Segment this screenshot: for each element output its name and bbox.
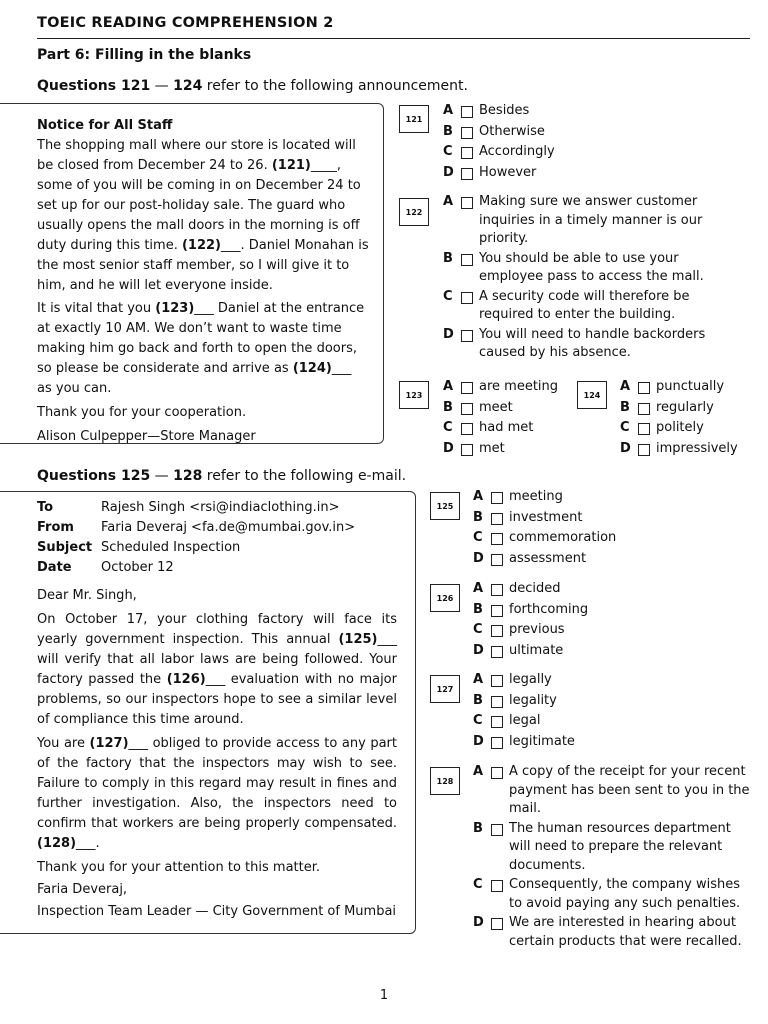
option-124-d[interactable] xyxy=(620,440,750,459)
email-p1-c: ___ evaluation with no major problems, so our inspectors hope to see a similar level of compliance this time around. xyxy=(37,672,397,727)
option-128-c[interactable] xyxy=(473,876,753,913)
option-text: are meeting xyxy=(479,379,559,394)
notice-p2-b: ___ Daniel at the entrance at exactly 10 AM. We don’t want to waste time making him go back and forth to open the doors, so please be considerate and arrive as xyxy=(37,301,365,376)
option-text: met xyxy=(479,440,505,456)
checkbox[interactable] xyxy=(491,824,503,836)
notice-paragraph-1 xyxy=(37,136,369,296)
option-text: politely xyxy=(656,420,704,435)
options-123 xyxy=(443,378,568,458)
option-letter: C xyxy=(473,622,483,637)
notice-p1-a: The shopping mall where our store is located will be closed from December 24 to 26. xyxy=(37,138,356,173)
intro-post: refer to the following e-mail. xyxy=(202,468,407,484)
email-body xyxy=(37,586,397,922)
checkbox[interactable] xyxy=(491,584,503,596)
notice-title: Notice for All Staff xyxy=(37,118,173,133)
questions-125-128-intro xyxy=(37,468,406,484)
checkbox[interactable] xyxy=(461,127,473,139)
option-letter: C xyxy=(473,530,483,545)
option-letter: B xyxy=(473,820,483,836)
checkbox[interactable] xyxy=(461,382,473,394)
intro-pre: Questions xyxy=(37,78,121,94)
intro-dash: — xyxy=(150,468,174,484)
option-text: The human resources department will need to prepare the relevant documents. xyxy=(509,820,731,873)
option-letter: A xyxy=(620,379,631,394)
option-127-a[interactable] xyxy=(473,671,753,690)
notice-thanks: Thank you for your cooperation. xyxy=(37,405,247,420)
header-key: Subject xyxy=(37,540,93,555)
option-124-b[interactable] xyxy=(620,399,750,418)
checkbox[interactable] xyxy=(491,513,503,525)
question-number-123: 123 xyxy=(399,381,429,409)
option-128-a[interactable] xyxy=(473,763,753,819)
title-divider xyxy=(37,38,750,39)
checkbox[interactable] xyxy=(491,737,503,749)
option-123-d[interactable] xyxy=(443,440,568,459)
option-127-d[interactable] xyxy=(473,733,753,752)
option-126-d[interactable] xyxy=(473,642,753,661)
option-text: We are interested in hearing about certain products that were recalled. xyxy=(509,915,742,949)
email-p1-a: On October 17, your clothing factory will face its yearly government inspection. This annual xyxy=(37,612,397,647)
option-127-b[interactable] xyxy=(473,692,753,711)
option-text: impressively xyxy=(656,440,738,456)
option-text: legally xyxy=(509,672,552,687)
option-123-b[interactable] xyxy=(443,399,568,418)
checkbox[interactable] xyxy=(491,675,503,687)
option-121-a[interactable] xyxy=(443,102,743,121)
option-125-a[interactable] xyxy=(473,488,753,507)
blank-128: (128) xyxy=(37,836,77,851)
option-letter: A xyxy=(473,764,484,779)
blank-124: (124) xyxy=(292,361,332,376)
option-text: legality xyxy=(509,692,557,708)
option-letter: D xyxy=(473,550,484,566)
email-paragraph-2 xyxy=(37,734,397,854)
checkbox[interactable] xyxy=(638,382,650,394)
option-letter: C xyxy=(473,713,483,728)
option-letter: B xyxy=(443,123,453,139)
email-p2-b: ___ obliged to provide access to any part of the factory that the inspectors may wish to see. Failure to comply in this regard may result in fines and further investigation. Also, the inspectors need to confirm that workers are being properly compensated. xyxy=(37,736,397,831)
intro-post: refer to the following announcement. xyxy=(202,78,468,94)
option-124-a[interactable] xyxy=(620,378,750,397)
page-number: 1 xyxy=(379,988,389,1003)
intro-from: 125 xyxy=(120,468,151,484)
email-header-from xyxy=(37,518,399,538)
option-text: decided xyxy=(509,581,561,596)
header-key: From xyxy=(37,520,74,535)
option-text: assessment xyxy=(509,550,587,566)
option-text: forthcoming xyxy=(509,601,589,617)
option-123-a[interactable] xyxy=(443,378,568,397)
option-letter: A xyxy=(473,581,484,596)
checkbox[interactable] xyxy=(491,625,503,637)
checkbox[interactable] xyxy=(491,533,503,545)
question-number-124: 124 xyxy=(577,381,607,409)
option-127-c[interactable] xyxy=(473,712,753,731)
notice-p1-b: ____, some of you will be coming in on December 24 to set up for our post-holiday sale. The guard who usually opens the mall doors in the morning is off duty during this time. xyxy=(37,158,361,253)
option-letter: A xyxy=(443,379,454,394)
question-number-126: 126 xyxy=(430,584,460,612)
header-key: To xyxy=(37,500,54,515)
checkbox[interactable] xyxy=(461,292,473,304)
option-text: ultimate xyxy=(509,642,564,658)
email-header-date xyxy=(37,558,399,578)
option-text: Otherwise xyxy=(479,123,545,139)
option-text: A copy of the receipt for your recent payment has been sent to you in the mail. xyxy=(509,764,750,816)
option-text: Making sure we answer customer inquiries in a timely manner is our priority. xyxy=(479,194,703,246)
option-122-a[interactable] xyxy=(443,193,743,249)
email-sign-name: Faria Deveraj, xyxy=(37,882,128,897)
options-127 xyxy=(473,671,753,751)
option-126-a[interactable] xyxy=(473,580,753,599)
option-122-c[interactable] xyxy=(443,288,743,325)
option-letter: B xyxy=(443,250,453,266)
notice-text xyxy=(37,116,369,447)
option-letter: D xyxy=(443,440,454,456)
email-sign-title: Inspection Team Leader — City Government of Mumbai xyxy=(37,904,397,919)
email-header-to xyxy=(37,498,399,518)
option-124-c[interactable] xyxy=(620,419,750,438)
checkbox[interactable] xyxy=(638,403,650,415)
option-letter: B xyxy=(443,399,453,415)
option-letter: C xyxy=(473,877,483,892)
option-letter: A xyxy=(473,489,484,504)
option-letter: D xyxy=(620,440,631,456)
email-p1-b: ___ will verify that all labor laws are being followed. Your factory passed the xyxy=(37,632,397,687)
option-text: regularly xyxy=(656,399,714,415)
option-text: legal xyxy=(509,713,541,728)
option-text: legitimate xyxy=(509,733,575,749)
checkbox[interactable] xyxy=(491,716,503,728)
option-text: A security code will therefore be required to enter the building. xyxy=(479,288,690,322)
blank-125: (125) xyxy=(338,632,378,647)
option-letter: B xyxy=(473,509,483,525)
option-text: investment xyxy=(509,509,583,525)
option-letter: C xyxy=(443,288,453,304)
option-letter: D xyxy=(473,915,484,930)
checkbox[interactable] xyxy=(461,254,473,266)
intro-dash: — xyxy=(150,78,174,94)
option-text: Besides xyxy=(479,103,530,118)
email-p2-a: You are xyxy=(37,736,90,751)
option-text: meeting xyxy=(509,489,563,504)
option-text: previous xyxy=(509,622,565,637)
checkbox[interactable] xyxy=(491,880,503,892)
header-value: Scheduled Inspection xyxy=(101,540,241,555)
questions-121-124-intro xyxy=(37,78,468,94)
checkbox[interactable] xyxy=(461,403,473,415)
checkbox[interactable] xyxy=(461,147,473,159)
question-number-128: 128 xyxy=(430,767,460,795)
checkbox[interactable] xyxy=(638,423,650,435)
part-heading: Part 6: Filling in the blanks xyxy=(37,47,252,63)
email-headers xyxy=(37,498,399,578)
header-value: Faria Deveraj <fa.de@mumbai.gov.in> xyxy=(101,520,356,535)
checkbox[interactable] xyxy=(491,554,503,566)
checkbox[interactable] xyxy=(491,767,503,779)
notice-p1-c: ___. Daniel Monahan is the most senior staff member, so I will give it to him, and he will let everyone inside. xyxy=(37,238,369,293)
option-125-d[interactable] xyxy=(473,550,753,569)
option-121-d[interactable] xyxy=(443,164,743,183)
notice-paragraph-2 xyxy=(37,299,369,399)
option-letter: D xyxy=(443,164,454,180)
checkbox[interactable] xyxy=(491,918,503,930)
header-value: October 12 xyxy=(101,560,174,575)
question-number-122: 122 xyxy=(399,198,429,226)
email-greeting: Dear Mr. Singh, xyxy=(37,588,137,603)
option-letter: A xyxy=(443,103,454,118)
checkbox[interactable] xyxy=(461,330,473,342)
option-128-d[interactable] xyxy=(473,914,753,951)
blank-122: (122) xyxy=(181,238,222,253)
option-121-c[interactable] xyxy=(443,143,743,162)
email-header-subject xyxy=(37,538,399,558)
intro-to: 128 xyxy=(173,468,203,484)
option-letter: C xyxy=(443,144,453,159)
question-number-121: 121 xyxy=(399,105,429,133)
blank-121: (121) xyxy=(271,158,311,173)
option-text: Accordingly xyxy=(479,144,555,159)
checkbox[interactable] xyxy=(491,492,503,504)
options-122 xyxy=(443,193,743,363)
option-letter: D xyxy=(473,733,484,749)
option-letter: B xyxy=(473,692,483,708)
blank-126: (126) xyxy=(166,672,206,687)
option-letter: A xyxy=(473,672,484,687)
options-126 xyxy=(473,580,753,660)
question-number-127: 127 xyxy=(430,675,460,703)
option-text: You will need to handle backorders caused by his absence. xyxy=(479,326,706,360)
option-letter: A xyxy=(443,194,454,209)
option-letter: B xyxy=(620,399,630,415)
option-text: meet xyxy=(479,399,513,415)
header-key: Date xyxy=(37,560,72,575)
option-125-b[interactable] xyxy=(473,509,753,528)
option-text: punctually xyxy=(656,379,725,394)
option-123-c[interactable] xyxy=(443,419,568,438)
option-text: You should be able to use your employee pass to access the mall. xyxy=(479,250,704,284)
option-text: had met xyxy=(479,420,534,435)
checkbox[interactable] xyxy=(491,696,503,708)
option-text: However xyxy=(479,164,537,180)
header-value: Rajesh Singh <rsi@indiaclothing.in> xyxy=(101,500,340,515)
checkbox[interactable] xyxy=(491,605,503,617)
checkbox[interactable] xyxy=(461,197,473,209)
option-126-c[interactable] xyxy=(473,621,753,640)
email-p2-c: ___. xyxy=(76,836,100,851)
notice-signature: Alison Culpepper—Store Manager xyxy=(37,429,256,444)
option-122-d[interactable] xyxy=(443,326,743,363)
option-text: commemoration xyxy=(509,530,617,545)
intro-to: 124 xyxy=(173,78,203,94)
notice-p2-c: ___ as you can. xyxy=(37,361,352,396)
option-126-b[interactable] xyxy=(473,601,753,620)
option-125-c[interactable] xyxy=(473,529,753,548)
blank-123: (123) xyxy=(155,301,195,316)
option-128-b[interactable] xyxy=(473,820,753,876)
options-128 xyxy=(473,763,753,951)
checkbox[interactable] xyxy=(638,444,650,456)
page-title: TOEIC READING COMPREHENSION 2 xyxy=(37,15,334,31)
notice-p2-a: It is vital that you xyxy=(37,301,156,316)
blank-127: (127) xyxy=(89,736,129,751)
option-letter: D xyxy=(473,642,484,658)
option-letter: B xyxy=(473,601,483,617)
checkbox[interactable] xyxy=(461,168,473,180)
option-text: Consequently, the company wishes to avoid paying any such penalties. xyxy=(509,877,741,911)
options-121 xyxy=(443,102,743,182)
option-letter: D xyxy=(443,326,454,342)
option-122-b[interactable] xyxy=(443,250,743,287)
option-letter: C xyxy=(443,420,453,435)
checkbox[interactable] xyxy=(461,106,473,118)
intro-from: 121 xyxy=(120,78,151,94)
checkbox[interactable] xyxy=(461,444,473,456)
checkbox[interactable] xyxy=(461,423,473,435)
options-124 xyxy=(620,378,750,458)
option-letter: C xyxy=(620,420,630,435)
email-thanks: Thank you for your attention to this matter. xyxy=(37,860,321,875)
checkbox[interactable] xyxy=(491,646,503,658)
option-121-b[interactable] xyxy=(443,123,743,142)
options-125 xyxy=(473,488,753,568)
email-paragraph-1 xyxy=(37,610,397,730)
question-number-125: 125 xyxy=(430,492,460,520)
intro-pre: Questions xyxy=(37,468,121,484)
